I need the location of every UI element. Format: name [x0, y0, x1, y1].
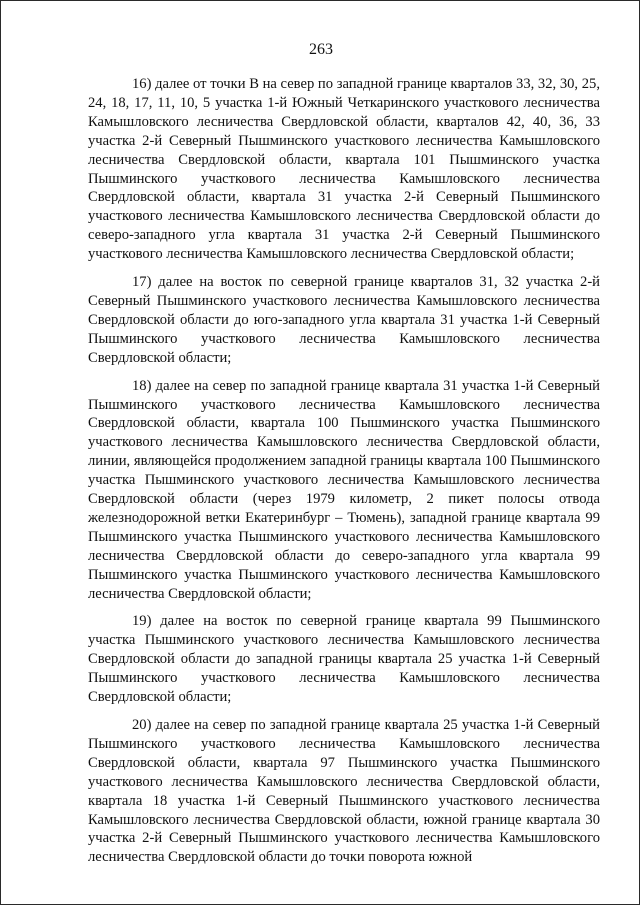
paragraph-17: 17) далее на восток по северной границе кварталов 31, 32 участка 2-й Северный Пышминского участкового лесничества Камышловского лесничества Свердловской области до юго-западного угла квартала 31 участка 1-й Северный Пышминского участкового лесничества Камышловского лесничества Свердловской области; — [88, 274, 600, 366]
document-body — [88, 75, 600, 876]
paragraph-18: 18) далее на север по западной границе квартала 31 участка 1-й Северный Пышминского участкового лесничества Камышловского лесничества Свердловской области, квартала 100 Пышминского участка Пышминского участкового лесничества Камышловского лесничества Свердловской области, линии, являющейся продолжением западной границы квартала 100 Пышминского участка Пышминского участкового лесничества Камышловского лесничества Свердловской области (через 1979 километр, 2 пикет полосы отвода железнодорожной ветки Екатеринбург – Тюмень), западной границе квартала 99 Пышминского участка Пышминского участкового лесничества Камышловского лесничества Свердловской области до северо-западного угла квартала 99 Пышминского участка Пышминского участкового лесничества Камышловского лесничества Свердловской области; — [88, 377, 600, 602]
paragraph-16: 16) далее от точки В на север по западной границе кварталов 33, 32, 30, 25, 24, 18, 17, 11, 10, 5 участка 1-й Южный Четкаринского участкового лесничества Камышловского лесничества Свердловской области, кварталов 42, 40, 36, 33 участка 2-й Северный Пышминского участкового лесничества Камышловского лесничества Свердловской области, квартала 101 Пышминского участка Пышминского участкового лесничества Камышловского лесничества Свердловской области, квартала 31 участка 2-й Северный Пышминского участкового лесничества Камышловского лесничества Свердловской области до северо-западного угла квартала 31 участка 2-й Северный Пышминского участкового лесничества Камышловского лесничества Свердловской области; — [88, 76, 600, 263]
paragraph-19: 19) далее на восток по северной границе квартала 99 Пышминского участка Пышминского участкового лесничества Камышловского лесничества Свердловской области до западной границы квартала 25 участка 1-й Северный Пышминского участкового лесничества Камышловского лесничества Свердловской области; — [88, 613, 600, 706]
page-number: 263 — [309, 41, 333, 58]
paragraph-20: 20) далее на север по западной границе квартала 25 участка 1-й Северный Пышминского участкового лесничества Камышловского лесничества Свердловской области, квартала 97 Пышминского участка Пышминского участкового лесничества Камышловского лесничества Свердловской области, квартала 18 участка 1-й Северный Пышминского участкового лесничества Камышловского лесничества Свердловской области, южной границе квартала 30 участка 2-й Северный Пышминского участкового лесничества Камышловского лесничества Свердловской области до точки поворота южной — [88, 717, 600, 866]
